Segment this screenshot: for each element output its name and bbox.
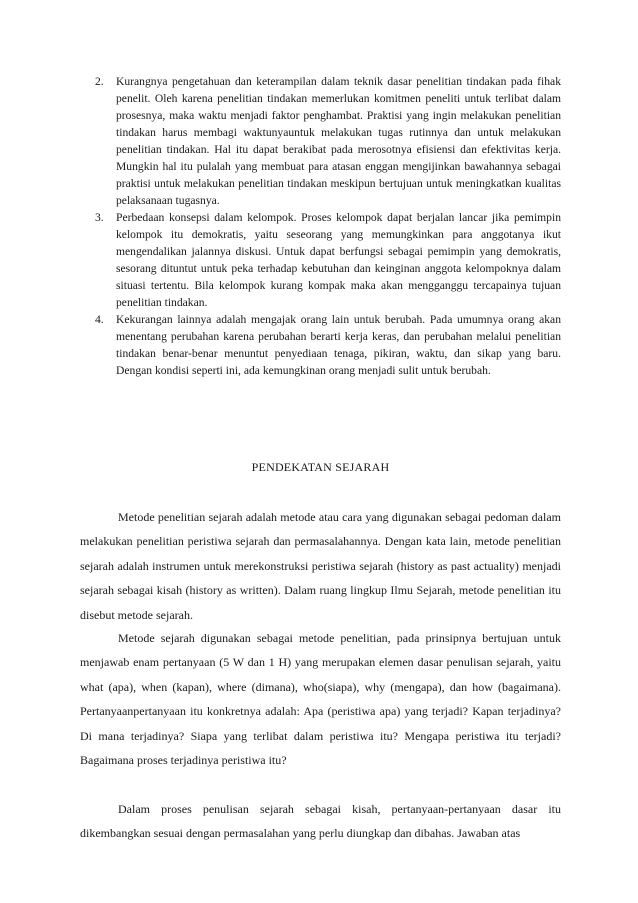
numbered-list xyxy=(80,73,561,379)
list-item xyxy=(80,209,561,311)
body-paragraph: Metode sejarah digunakan sebagai metode penelitian, pada prinsipnya bertujuan untuk menjawab enam pertanyaan (5 W dan 1 H) yang merupakan elemen dasar penulisan sejarah, yaitu what (apa), when (kapan), where (dimana), who(siapa), why (mengapa), dan how (bagaimana). Pertanyaanpertanyaan itu konkretnya adalah: Apa (peristiwa apa) yang terjadi? Kapan terjadinya? Di mana terjadinya? Siapa yang terlibat dalam peristiwa itu? Mengapa peristiwa itu terjadi? Bagaimana proses terjadinya peristiwa itu? xyxy=(80,631,561,768)
list-item-text: Perbedaan konsepsi dalam kelompok. Proses kelompok dapat berjalan lancar jika pemimpin kelompok itu demokratis, yaitu seseorang yang memungkinkan para anggotanya ikut mengendalikan jalannya diskusi. Untuk dapat berfungsi sebagai pemimpin yang demokratis, sesorang dituntut untuk peka terhadap kebutuhan dan keinginan anggota kelompoknya dalam situasi tertentu. Bila kelompok kurang kompak maka akan mengganggu tercapainya tujuan penelitian tindakan. xyxy=(116,211,561,309)
list-item-number: 2. xyxy=(95,75,104,88)
list-item xyxy=(80,73,561,209)
list-item-number: 4. xyxy=(95,313,104,326)
list-item-text: Kurangnya pengetahuan dan keterampilan dalam teknik dasar penelitian tindakan pada fihak penelit. Oleh karena penelitian tindakan memerlukan komitmen peneliti untuk terlibat dalam prosesnya, maka waktu menjadi faktor penghambat. Praktisi yang ingin melakukan penelitian tindakan harus membagi waktunyauntuk melakukan tugas rutinnya dan untuk melakukan penelitian tindakan. Hal itu dapat berakibat pada merosotnya efisiensi dan efektivitas kerja. Mungkin hal itu pulalah yang membuat para atasan enggan mengijinkan bawahannya sebagai praktisi untuk melakukan penelitian tindakan meskipun bertujuan untuk meningkatkan kualitas pelaksanaan tugasnya. xyxy=(116,75,561,207)
list-item-number: 3. xyxy=(95,211,104,224)
body-paragraph: Dalam proses penulisan sejarah sebagai kisah, pertanyaan-pertanyaan dasar itu dikembangkan sesuai dengan permasalahan yang perlu diungkap dan dibahas. Jawaban atas xyxy=(80,802,561,841)
body-paragraph: Metode penelitian sejarah adalah metode atau cara yang digunakan sebagai pedoman dalam melakukan penelitian peristiwa sejarah dan permasalahannya. Dengan kata lain, metode penelitian sejarah adalah instrumen untuk merekonstruksi peristiwa sejarah (history as past actuality) menjadi sejarah sebagai kisah (history as written). Dalam ruang lingkup Ilmu Sejarah, metode penelitian itu disebut metode sejarah. xyxy=(80,510,561,622)
list-item-text: Kekurangan lainnya adalah mengajak orang lain untuk berubah. Pada umumnya orang akan menentang perubahan karena perubahan berarti kerja keras, dan perubahan melalui penelitian tindakan benar-benar menuntut penyediaan tenaga, pikiran, waktu, dan sikap yang baru. Dengan kondisi seperti ini, ada kemungkinan orang menjadi sulit untuk berubah. xyxy=(116,313,561,377)
section-heading: PENDEKATAN SEJARAH xyxy=(251,460,390,474)
list-item xyxy=(80,311,561,379)
